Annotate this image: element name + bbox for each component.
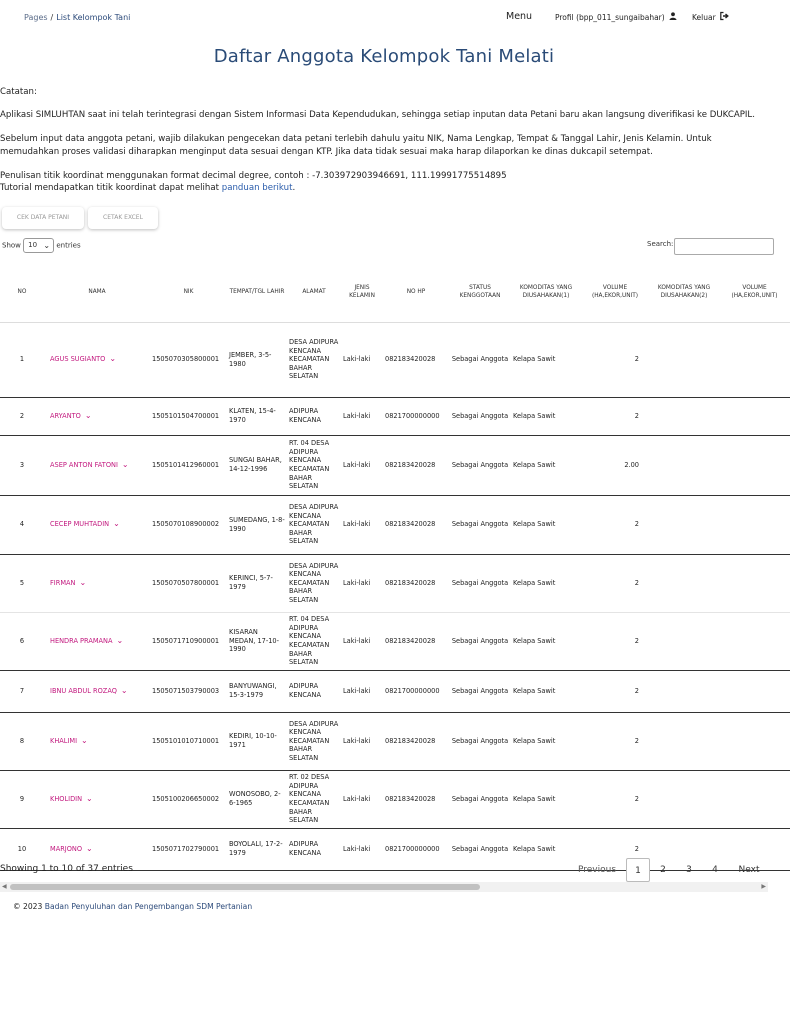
cell-nama[interactable] [44,495,150,554]
cell-ttl: SUNGAI BAHAR, 14-12-1996 [229,456,282,473]
next-page-button[interactable]: Next [738,865,760,875]
cell-ttl: KLATEN, 15-4-1970 [229,407,276,424]
cell-komoditas-2 [649,670,719,712]
cell-volume-1: 2 [634,686,639,695]
cell-no: 4 [19,520,25,529]
cell-nama[interactable] [44,670,150,712]
cell-volume-1: 2 [634,794,639,803]
chevron-down-icon[interactable]: ⌄ [79,577,87,587]
cell-ttl: KISARAN MEDAN, 17-10-1990 [229,628,279,654]
sign-out-icon [720,12,729,22]
cell-nama[interactable] [44,554,150,612]
nama-link[interactable]: IBNU ABDUL ROZAQ [50,686,117,695]
chevron-down-icon[interactable]: ⌄ [81,735,88,745]
cell-nik: 1505070108900002 [152,520,220,529]
col-header[interactable]: STATUS KENGGOTAAN [449,262,511,322]
cell-ttl: WONOSOBO, 2-6-1965 [229,790,281,807]
breadcrumb-pages[interactable]: Pages [24,13,48,22]
cell-no-hp: 0821700000000 [385,844,440,853]
cell-ttl: SUMEDANG, 1-8-1990 [229,515,285,533]
cell-no: 8 [19,736,25,745]
cell-no: 2 [19,411,25,420]
chevron-down-icon[interactable]: ⌄ [113,519,120,529]
cell-no: 6 [19,636,25,645]
chevron-down-icon[interactable]: ⌄ [120,685,128,695]
page-button-3[interactable]: 3 [686,865,692,875]
cell-jenis-kelamin: Laki-laki [343,460,371,469]
cell-komoditas-1: Kelapa Sawit [513,844,556,853]
table-row [0,554,790,612]
cell-komoditas-1: Kelapa Sawit [513,636,556,645]
cell-nama[interactable] [44,712,150,770]
cell-alamat: ADIPURA KENCANA [289,407,321,424]
table-row [0,495,790,554]
cell-volume-1: 2 [634,844,639,853]
table-body [0,322,790,870]
cell-alamat: DESA ADIPURA KENCANA KECAMATAN BAHAR SELATAN [289,561,339,604]
cell-komoditas-1: Kelapa Sawit [513,411,556,420]
cell-ttl: BANYUWANGI, 15-3-1979 [229,682,277,699]
cell-nik: 1505101010710001 [152,736,220,745]
nama-link[interactable]: ARYANTO [50,411,81,420]
chevron-down-icon[interactable]: ⌄ [86,793,93,803]
cell-ttl: JEMBER, 3-5-1980 [229,350,272,368]
cell-nik: 1505070507800001 [152,578,220,587]
table-row [0,397,790,435]
page-button-4[interactable]: 4 [712,865,718,875]
cell-no: 9 [19,794,25,803]
show-label: Show [2,241,21,250]
logout-label: Keluar [692,13,716,22]
cell-nik: 1505071702790001 [152,844,220,853]
previous-page-button[interactable]: Previous [578,865,617,875]
cell-nama[interactable] [44,612,150,670]
col-header[interactable]: NAMA [44,262,150,322]
table-row [0,435,790,495]
cell-volume-2 [719,712,790,770]
cell-no-hp: 082183420028 [385,578,436,587]
cell-jenis-kelamin: Laki-laki [343,411,371,420]
cell-no: 3 [19,460,25,469]
cell-nik: 1505101412960001 [152,460,220,469]
note-tutorial-end: . [292,183,296,193]
table-header-row [0,262,790,322]
cell-volume-2 [719,670,790,712]
panduan-link[interactable]: panduan berikut [221,183,293,193]
col-header[interactable]: NIK [150,262,227,322]
nama-link[interactable]: CECEP MUHTADIN [50,520,110,529]
cell-komoditas-2 [649,770,719,828]
table-row [0,712,790,770]
top-bar [0,0,768,34]
nama-link[interactable]: KHOLIDIN [50,794,83,803]
note-tutorial [0,182,295,195]
chevron-down-icon[interactable]: ⌄ [121,459,129,469]
profile-link[interactable] [555,12,677,22]
breadcrumb-current: List Kelompok Tani [56,13,131,22]
cell-komoditas-1: Kelapa Sawit [513,355,556,364]
entries-select[interactable] [23,238,54,253]
col-header[interactable]: TEMPAT/TGL LAHIR [227,262,287,322]
chevron-down-icon[interactable]: ⌄ [116,635,124,645]
cell-nik: 1505101504700001 [152,411,220,420]
horizontal-scrollbar[interactable] [0,882,768,892]
cell-jenis-kelamin: Laki-laki [343,794,371,803]
cell-jenis-kelamin: Laki-laki [343,520,371,529]
note-tutorial-text: Tutorial mendapatkan titik koordinat dapat melihat [0,183,222,193]
user-icon [669,12,677,22]
menu-button[interactable]: Menu [506,11,533,22]
cell-volume-2 [719,770,790,828]
nama-link[interactable]: HENDRA PRAMANA [50,636,113,645]
anggota-table [0,262,790,871]
cell-jenis-kelamin: Laki-laki [343,736,371,745]
entries-label: entries [56,241,81,250]
cell-ttl: KERINCI, 5-7-1979 [229,574,273,591]
table-row [0,322,790,397]
cell-no-hp: 082183420028 [385,460,436,469]
cell-volume-2 [719,397,790,435]
notes-heading: Catatan: [0,87,37,97]
cell-komoditas-2 [649,712,719,770]
cell-komoditas-2 [649,495,719,554]
table-row [0,770,790,828]
cell-volume-2 [719,554,790,612]
cell-no-hp: 082183420028 [385,736,436,745]
cell-volume-1: 2 [634,411,639,420]
chevron-down-icon[interactable]: ⌄ [84,410,92,420]
cell-status: Sebagai Anggota [451,844,509,853]
page-button-2[interactable]: 2 [660,865,666,875]
cell-volume-1: 2 [634,578,639,587]
cell-volume-1: 2 [634,636,639,645]
cell-ttl: KEDIRI, 10-10-1971 [229,732,277,749]
cell-no-hp: 082183420028 [385,355,436,364]
cell-jenis-kelamin: Laki-laki [343,844,371,853]
cell-ttl: BOYOLALI, 17-2-1979 [229,840,283,857]
note-coordinate: Penulisan titik koordinat menggunakan format decimal degree, contoh : -7.303972903946691, 111.19991775514895 [0,171,507,181]
cell-status: Sebagai Anggota [451,686,509,695]
cell-volume-1: 2.00 [624,460,639,469]
cell-komoditas-1: Kelapa Sawit [513,736,556,745]
nama-link[interactable]: FIRMAN [50,578,76,587]
cell-volume-2 [719,495,790,554]
cell-alamat: DESA ADIPURA KENCANA KECAMATAN BAHAR SELATAN [289,338,339,381]
cell-no-hp: 082183420028 [385,636,436,645]
cell-alamat: DESA ADIPURA KENCANA KECAMATAN BAHAR SELATAN [289,719,339,762]
cell-status: Sebagai Anggota [451,460,509,469]
cell-komoditas-1: Kelapa Sawit [513,460,556,469]
copyright [13,902,252,911]
cell-komoditas-1: Kelapa Sawit [513,578,556,587]
scroll-right-icon[interactable]: ▶ [761,883,766,890]
nama-link[interactable]: ASEP ANTON FATONI [50,460,118,469]
col-header[interactable]: NO HP [383,262,449,322]
table-container [0,262,778,858]
col-header[interactable]: KOMODITAS YANG DIUSAHAKAN(1) [511,262,581,322]
cell-no: 7 [19,686,25,695]
chevron-down-icon: ⌄ [43,241,51,250]
cell-nik: 1505071503790003 [152,686,220,695]
cell-status: Sebagai Anggota [451,736,509,745]
cell-volume-1: 2 [634,520,639,529]
cell-nama[interactable] [44,435,150,495]
col-header[interactable]: KOMODITAS YANG DIUSAHAKAN(2) [649,262,719,322]
col-header[interactable]: ALAMAT [287,262,341,322]
cell-no-hp: 0821700000000 [385,686,440,695]
cell-jenis-kelamin: Laki-laki [343,355,371,364]
cell-status: Sebagai Anggota [451,411,509,420]
copyright-org: Badan Penyuluhan dan Pengembangan SDM Pertanian [44,902,253,911]
cell-nama[interactable] [44,770,150,828]
cell-komoditas-2 [649,554,719,612]
cell-nik: 1505070305800001 [152,355,220,364]
cell-no-hp: 0821700000000 [385,411,440,420]
cell-komoditas-2 [649,397,719,435]
entries-length-control [2,238,81,253]
table-info: Showing 1 to 10 of 37 entries [0,864,133,874]
cell-komoditas-1: Kelapa Sawit [513,520,556,529]
table-row [0,612,790,670]
note-dukcapil: Aplikasi SIMLUHTAN saat ini telah terintegrasi dengan Sistem Informasi Data Kependudukan, sehingga setiap inputan data Petani baru akan langsung diverifikasi ke DUKCAPIL. [0,110,755,120]
cell-no: 10 [17,844,27,853]
chevron-down-icon[interactable]: ⌄ [86,843,93,853]
cell-komoditas-1: Kelapa Sawit [513,794,556,803]
table-row [0,670,790,712]
chevron-down-icon[interactable]: ⌄ [109,354,117,364]
cetak-excel-button[interactable]: CETAK EXCEL [88,207,158,229]
cell-nik: 1505100206650002 [152,794,220,803]
nama-link[interactable]: MARJONO [50,844,83,853]
nama-link[interactable]: KHALIMI [50,736,78,745]
cell-volume-2 [719,612,790,670]
col-header[interactable]: VOLUME (HA,EKOR,UNIT) [581,262,649,322]
cell-status: Sebagai Anggota [451,578,509,587]
cell-nama[interactable] [44,397,150,435]
cell-alamat: RT. 04 DESA ADIPURA KENCANA KECAMATAN BAHAR SELATAN [289,439,330,491]
page-title: Daftar Anggota Kelompok Tani Melati [213,46,555,67]
cell-alamat: ADIPURA KENCANA [289,840,321,857]
cell-alamat: RT. 02 DESA ADIPURA KENCANA KECAMATAN BAHAR SELATAN [289,773,330,825]
cell-volume-1: 2 [634,355,639,364]
breadcrumb [24,13,130,22]
cell-volume-1: 2 [634,736,639,745]
cell-no-hp: 082183420028 [385,794,436,803]
search-label: Search: [647,240,674,248]
col-header[interactable]: JENIS KELAMIN [341,262,383,322]
cek-data-petani-button[interactable]: CEK DATA PETANI [2,207,84,229]
col-header[interactable]: VOLUME (HA,EKOR,UNIT) [719,262,790,322]
col-header[interactable]: NO [0,262,44,322]
cell-jenis-kelamin: Laki-laki [343,578,371,587]
cell-komoditas-2 [649,322,719,397]
cell-alamat: DESA ADIPURA KENCANA KECAMATAN BAHAR SELATAN [289,503,339,546]
note-validation: Sebelum input data anggota petani, wajib dilakukan pengecekan data petani terlebih dahulu yaitu NIK, Nama Lengkap, Tempat & Tanggal Lahir, Jenis Kelamin. Untuk memudahkan proses validasi diharapkan menginput data sesuai dengan KTP. Jika data tidak sesuai maka harap dilaporkan ke dinas dukcapil setempat. [0,134,712,157]
entries-select-value: 10 [28,241,38,249]
cell-komoditas-1: Kelapa Sawit [513,686,556,695]
cell-no-hp: 082183420028 [385,520,436,529]
search-input[interactable] [674,238,774,255]
profile-label: Profil (bpp_011_sungaibahar) [555,13,665,22]
cell-status: Sebagai Anggota [451,794,509,803]
cell-volume-2 [719,322,790,397]
cell-status: Sebagai Anggota [451,520,509,529]
cell-nik: 1505071710900001 [152,636,220,645]
cell-komoditas-2 [649,435,719,495]
cell-status: Sebagai Anggota [451,355,509,364]
breadcrumb-separator: / [50,13,54,22]
scrollbar-thumb[interactable] [10,884,480,890]
cell-volume-2 [719,435,790,495]
cell-jenis-kelamin: Laki-laki [343,686,371,695]
cell-alamat: ADIPURA KENCANA [289,682,321,699]
cell-alamat: RT. 04 DESA ADIPURA KENCANA KECAMATAN BAHAR SELATAN [289,615,330,667]
logout-link[interactable] [692,12,729,22]
cell-nama[interactable] [44,322,150,397]
scroll-left-icon[interactable]: ◀ [2,883,7,890]
cell-no: 1 [19,355,25,364]
cell-komoditas-2 [649,612,719,670]
cell-jenis-kelamin: Laki-laki [343,636,371,645]
nama-link[interactable]: AGUS SUGIANTO [50,355,106,364]
page-button-1[interactable]: 1 [626,858,650,882]
cell-no: 5 [19,578,25,587]
cell-status: Sebagai Anggota [451,636,509,645]
copyright-text: © 2023 [13,902,45,911]
